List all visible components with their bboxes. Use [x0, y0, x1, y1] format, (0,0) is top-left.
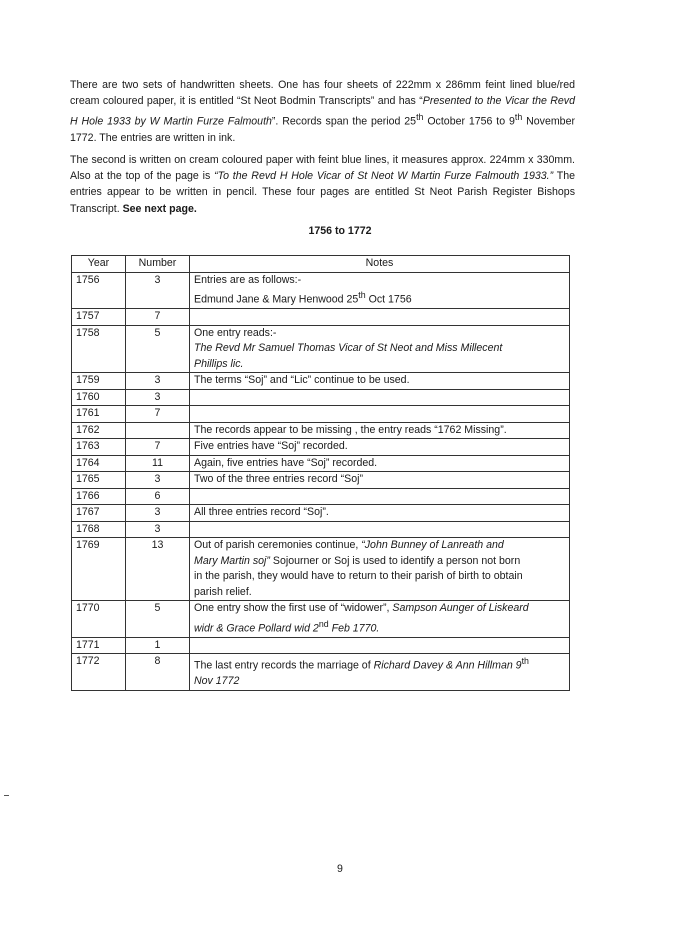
cell-number: 5 — [126, 325, 190, 373]
table-row — [72, 406, 570, 423]
table-row — [72, 272, 570, 309]
cell-number: 3 — [126, 373, 190, 390]
cell-notes — [190, 406, 570, 423]
cell-year: 1771 — [72, 637, 126, 654]
cell-year: 1756 — [72, 272, 126, 309]
cell-number: 13 — [126, 538, 190, 601]
cell-notes — [190, 521, 570, 538]
cell-number — [126, 422, 190, 439]
header-notes: Notes — [190, 256, 570, 273]
note-line-italic: Nov 1772 — [194, 675, 240, 688]
cell-year: 1759 — [72, 373, 126, 390]
note-italic: Mary Martin soj” — [194, 554, 270, 567]
cell-number: 3 — [126, 389, 190, 406]
p2-bold-see-next-page: See next page. — [122, 202, 197, 215]
note-line: One entry reads:- — [194, 326, 277, 339]
table-row — [72, 439, 570, 456]
cell-number: 1 — [126, 637, 190, 654]
note-line-italic: Phillips lic. — [194, 357, 244, 370]
cell-year: 1757 — [72, 309, 126, 326]
cell-year: 1760 — [72, 389, 126, 406]
cell-notes — [190, 654, 570, 691]
intro-paragraph-2 — [70, 152, 575, 217]
cell-year: 1766 — [72, 488, 126, 505]
table-row — [72, 505, 570, 522]
cell-notes — [190, 538, 570, 601]
cell-notes — [190, 488, 570, 505]
cell-number: 5 — [126, 601, 190, 638]
table-row — [72, 325, 570, 373]
note-italic: Feb 1770. — [328, 622, 380, 635]
table-row — [72, 637, 570, 654]
table-row — [72, 309, 570, 326]
cell-year: 1761 — [72, 406, 126, 423]
p1-text-3: October 1756 to 9 — [423, 115, 515, 128]
scan-mark — [4, 795, 9, 796]
cell-notes — [190, 272, 570, 309]
table-row — [72, 538, 570, 601]
cell-year: 1772 — [72, 654, 126, 691]
cell-number: 3 — [126, 272, 190, 309]
cell-year: 1767 — [72, 505, 126, 522]
cell-year: 1762 — [72, 422, 126, 439]
note-text: Edmund Jane & Mary Henwood 25 — [194, 293, 359, 306]
table-row — [72, 422, 570, 439]
note-line — [194, 288, 565, 308]
cell-notes: The terms “Soj” and “Lic” continue to be used. — [190, 373, 570, 390]
cell-number: 6 — [126, 488, 190, 505]
cell-number: 3 — [126, 505, 190, 522]
p1-sup-1: th — [416, 112, 424, 123]
cell-notes — [190, 601, 570, 638]
cell-year: 1769 — [72, 538, 126, 601]
intro-paragraph-1 — [70, 77, 575, 146]
cell-notes — [190, 389, 570, 406]
cell-year: 1770 — [72, 601, 126, 638]
p2-text-2: The entries appear to be written in pencil. These four pages are entitled St Neot Parish Register Bishops Transcript. — [70, 170, 575, 215]
page-number: 9 — [337, 863, 343, 875]
table-row — [72, 389, 570, 406]
table-row — [72, 654, 570, 691]
cell-number: 3 — [126, 472, 190, 489]
cell-year: 1763 — [72, 439, 126, 456]
note-italic: “John Bunney of Lanreath and — [361, 539, 504, 552]
p1-text-1: There are two sets of handwritten sheets. One has four sheets of 222mm x 286mm feint lined blue/red cream coloured paper, it is entitled “St Neot Bodmin Transcripts” and has “ — [70, 79, 575, 108]
note-italic: Richard Davey & Ann Hillman 9 — [373, 659, 522, 672]
cell-number: 7 — [126, 406, 190, 423]
cell-notes: All three entries record “Soj”. — [190, 505, 570, 522]
cell-year: 1764 — [72, 455, 126, 472]
header-number: Number — [126, 256, 190, 273]
cell-year: 1768 — [72, 521, 126, 538]
note-text: Oct 1756 — [365, 293, 412, 306]
table-header-row — [72, 256, 570, 273]
cell-notes — [190, 309, 570, 326]
note-text: The last entry records the marriage of — [194, 659, 374, 672]
note-text: Sojourner or Soj is used to identify a person not born — [269, 554, 521, 567]
p1-italic-presentation: Presented to the Vicar the Revd H Hole 1933 by W Martin Furze Falmouth — [70, 95, 575, 128]
cell-number: 7 — [126, 309, 190, 326]
p2-italic-inscription: “To the Revd H Hole Vicar of St Neot W Martin Furze Falmouth 1933.” — [214, 170, 554, 183]
cell-notes: Five entries have “Soj” recorded. — [190, 439, 570, 456]
table-row — [72, 472, 570, 489]
cell-year: 1758 — [72, 325, 126, 373]
note-line-italic: The Revd Mr Samuel Thomas Vicar of St Neot and Miss Millecent — [194, 342, 503, 355]
note-line — [194, 654, 565, 674]
p1-text-2: ”. Records span the period 25 — [271, 115, 417, 128]
table-row — [72, 373, 570, 390]
note-italic: Sampson Aunger of Liskeard — [392, 602, 529, 615]
note-line: Entries are as follows:- — [194, 273, 302, 286]
note-sup: th — [358, 290, 366, 300]
table-row — [72, 488, 570, 505]
cell-notes — [190, 325, 570, 373]
table-row — [72, 601, 570, 638]
cell-year: 1765 — [72, 472, 126, 489]
note-sup: nd — [318, 618, 329, 629]
cell-notes — [190, 637, 570, 654]
note-line — [194, 554, 565, 570]
cell-number: 11 — [126, 455, 190, 472]
register-table — [71, 255, 570, 691]
cell-notes: Two of the three entries record “Soj” — [190, 472, 570, 489]
note-line: parish relief. — [194, 585, 252, 598]
note-line — [194, 617, 565, 637]
note-sup: th — [521, 656, 529, 667]
header-year: Year — [72, 256, 126, 273]
cell-number: 3 — [126, 521, 190, 538]
note-text: One entry show the first use of “widower”, — [194, 602, 393, 615]
p1-text-4: November 1772. The entries are written in ink. — [70, 115, 575, 145]
cell-number: 7 — [126, 439, 190, 456]
p2-text-1: The second is written on cream coloured paper with feint blue lines, it measures approx. 224mm x 330mm. Also at the top of the page is — [70, 154, 575, 183]
p1-sup-2: th — [514, 112, 523, 123]
cell-notes: The records appear to be missing , the entry reads “1762 Missing”. — [190, 422, 570, 439]
cell-number: 8 — [126, 654, 190, 691]
table-row — [72, 521, 570, 538]
cell-notes: Again, five entries have “Soj” recorded. — [190, 455, 570, 472]
table-caption: 1756 to 1772 — [308, 225, 372, 237]
note-text: Out of parish ceremonies continue, — [194, 539, 362, 552]
note-line: in the parish, they would have to return to their parish of birth to obtain — [194, 570, 523, 583]
note-line — [194, 601, 565, 617]
note-italic: widr & Grace Pollard wid 2 — [194, 622, 319, 635]
note-line — [194, 538, 565, 554]
table-row — [72, 455, 570, 472]
